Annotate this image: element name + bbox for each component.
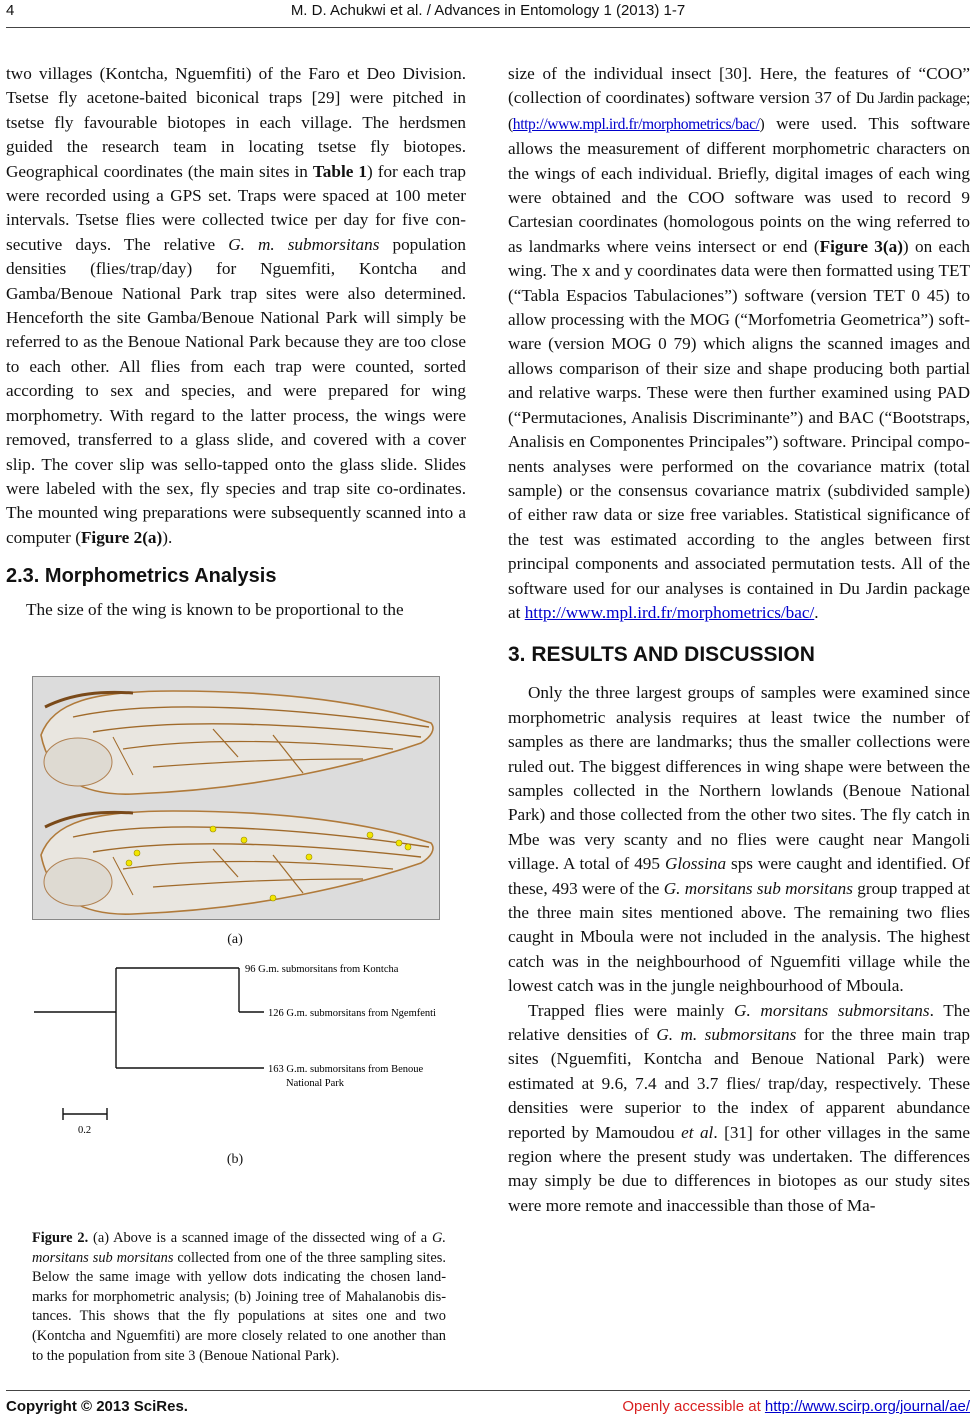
text-run: were used. This software allows the measurement of different morphometric characters on the wings of each individual. Briefly, digital images of each wing were obtained and the COO software was used to record 9 Cartesian coordinates (homologous points on the wing referred to as landmarks where veins intersect or end ( — [508, 113, 970, 256]
right-paragraph-2 — [508, 681, 970, 998]
header-rule — [6, 27, 970, 28]
text-run: ) for each trap were recorded using a GPS set. Traps were spaced at 100 meter intervals. Tsetse flies were collected twice per day for five consecutive days. The relative — [6, 161, 466, 254]
inline-italic: G. morsitans sub morsitans — [663, 878, 853, 898]
text-run: sps were caught and identified. Of these, 493 were of the — [508, 854, 970, 898]
footer-copyright: Copyright © 2013 SciRes. — [6, 1398, 188, 1415]
inline-italic: Glossina — [664, 854, 727, 874]
left-column — [6, 62, 466, 623]
footer-access-prefix: Openly accessible at — [622, 1398, 765, 1415]
text-run: (a) Above is a scanned image of the dissected wing of a — [88, 1230, 432, 1246]
text-run: ) on each wing. The x and y coordinates data were then formatted using TET (“Tabla Espacios Tabulaciones”) software (version TET 0 45) to allow processing with the MOG (“Morfometria Geometrica”) software (version MOG 0 79) which aligns the scanned images and allows comparison of their size and shape producing both partial and relative warps. These were then further examined using PAD (“Permutaciones, Analisis Discriminante”) and BAC (“Bootstraps, Analisis en Componentes Principales”) software. Principal components analyses were performed on the covariance matrix (total sample) or the consensus covariance matrix (subdivided sample) of either raw data or size free variables. Statistical significance of the test was estimated according to the angles between first principal components and associated permutation tests. All of the software used for our analyses is contained in Du Jardin package at — [508, 236, 970, 622]
inline-link[interactable]: http://www.mpl.ird.fr/morphometrics/bac/ — [524, 602, 815, 622]
text-run: Only the three largest groups of samples were examined since morphometric analysis requires at least twice the number of samples as there are landmarks; thus the smaller collections were ruled out. The biggest differences in wing shape were between the samples collected in the Northern lowlands (Benoue National Park) and those collected from the other two sites. The fly catch in Mbe was very scanty and no flies were caught near Mangoli village. A total of 495 — [508, 683, 970, 874]
text-run: ). — [162, 527, 173, 547]
footer-rule — [6, 1390, 970, 1391]
inline-italic: G. m. submorsitans — [656, 1025, 797, 1045]
section-heading-morphometrics: 2.3. Morphometrics Analysis — [6, 565, 277, 588]
text-run: ) — [759, 115, 765, 133]
wing-image-plain — [33, 677, 437, 798]
tree-leaf-benoue: 163 G.m. submorsitans from Benoue — [268, 1064, 424, 1075]
text-run: population densities (flies/trap/day) for Nguemfiti, Kontcha and Gamba/Benoue National Park trap sites were also determined. Henceforth the site Gamba/Benoue National Park will simply be referred to as the Benoue National Park because they are too close to each other. All flies from each trap were counted, sorted according to sex and species, and were prepared for wing morphometry. With regard to the latter process, the wings were removed, transferred to a glass slide, and covered with a cover slip. The cover slip was sello-tapped onto the glass slide. Slides were labeled with the sex, fly species and trap site co-ordinates. The mounted wing preparations were subsequently scanned into a computer ( — [6, 234, 466, 547]
inline-italic: G. morsitans sub morsitans — [32, 1230, 446, 1266]
figure-2b-label: (b) — [226, 1152, 244, 1167]
right-paragraph-1 — [508, 62, 970, 625]
page-number: 4 — [6, 2, 15, 19]
text-run: group trapped at the three main sites mentioned above. The remaining two flies caught in Mboula were not included in the analysis. The highest catch was in the neighbourhood of Nguemfiti village while the lowest catch was in the jungle neighbourhood of Mboula. — [508, 878, 970, 996]
text-run: size of the individual insect [30]. Here, the features of “COO” (collection of coordinates) software version 37 of — [508, 64, 970, 108]
joining-tree — [32, 958, 438, 1134]
wing-drawing-bottom — [33, 797, 437, 918]
inline-bold: Figure 2. — [32, 1230, 89, 1246]
inline-italic: G. morsitans submorsitans — [734, 1000, 930, 1020]
inline-link[interactable]: http://www.mpl.ird.fr/morphometrics/bac/ — [512, 115, 760, 133]
left-paragraph-1 — [6, 62, 466, 550]
inline-bold: Table 1 — [312, 161, 367, 181]
text-run: . The relative densities of — [508, 1000, 970, 1045]
left-paragraph-2: The size of the wing is known to be proportional to the — [26, 600, 404, 620]
wing-image-landmarks — [33, 797, 437, 918]
figure-2-caption — [32, 1229, 446, 1366]
figure-2a-label: (a) — [227, 932, 243, 947]
wing-drawing-top — [33, 677, 437, 797]
inline-bold: Figure 3(a) — [819, 236, 903, 256]
text-run: two villages (Kontcha, Nguemfiti) of the Faro et Deo Division. Tsetse fly acetone-baited biconical traps [29] were pitched in tsetse fly favourable biotopes in each village. The herdsmen guided the research team in locating tsetse fly biotopes. Geographical coordinates (the main sites in — [6, 64, 466, 181]
wing-scan-image — [32, 676, 440, 920]
footer-journal-link[interactable]: http://www.scirp.org/journal/ae/ — [764, 1398, 970, 1415]
section-heading-results: 3. RESULTS AND DISCUSSION — [508, 643, 815, 667]
tree-scale-label: 0.2 — [78, 1125, 92, 1134]
figure-2 — [32, 676, 438, 1168]
inline-italic: et al — [681, 1122, 714, 1142]
inline-bold: Figure 2(a) — [80, 527, 163, 547]
tree-leaf-ngemfenti: 126 G.m. submorsitans from Ngemfenti — [268, 1008, 436, 1019]
right-paragraph-3 — [508, 999, 970, 1219]
text-run: Du Jardin package; ( — [508, 90, 970, 133]
inline-italic: G. m. submorsitans — [228, 234, 380, 254]
text-run: . — [814, 602, 819, 622]
mahalanobis-tree — [32, 958, 438, 1134]
running-title: M. D. Achukwi et al. / Advances in Entomology 1 (2013) 1-7 — [290, 2, 686, 19]
footer-access — [622, 1398, 970, 1415]
tree-leaf-benoue-line2: National Park — [286, 1078, 345, 1089]
text-run: Trapped flies were mainly — [528, 1000, 735, 1020]
tree-leaf-kontcha: 96 G.m. submorsitans from Kontcha — [245, 964, 399, 975]
text-run: . [31] for other villages in the same region where the present study was undertaken. The differences may simply be due to differences in biotopes as our study sites were more remote and inaccessible than those of Ma- — [508, 1122, 971, 1215]
right-column — [508, 62, 970, 1218]
text-run: for the three main trap sites (Nguemfiti, Kontcha and Benoue National Park) were estimated at 9.6, 7.4 and 3.7 flies/ trap/day, respectively. These densities were superior to the index of apparent abundance reported by Mamoudou — [508, 1025, 971, 1142]
text-run: collected from one of the three sampling sites. Below the same image with yellow dots indicating the chosen land-marks for morphometric analysis; (b) Joining tree of Mahalanobis distances. This shows that the fly populations at sites one and two (Kontcha and Nguemfiti) are more closely related to one another than to the population from site 3 (Benoue National Park). — [32, 1249, 446, 1364]
